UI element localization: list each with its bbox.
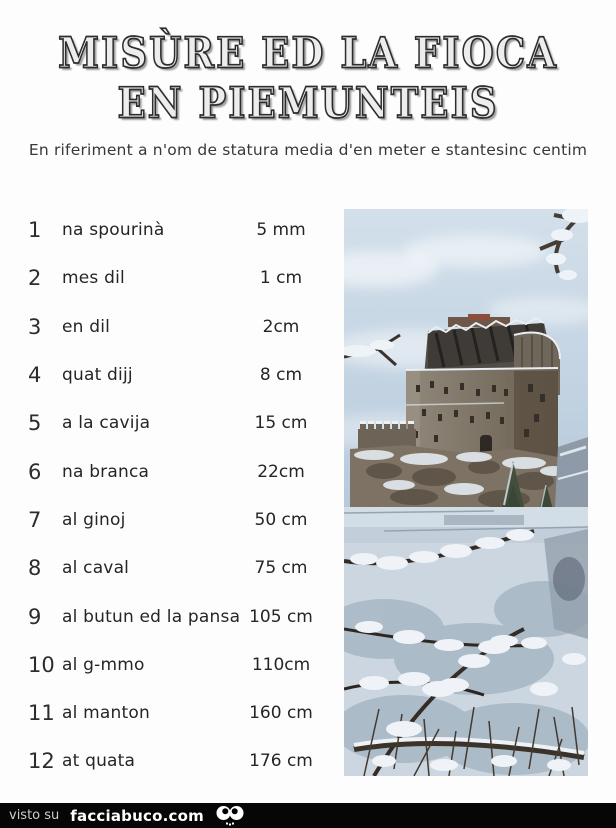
page-title-line2: EN PIEMUNTEIS (117, 77, 499, 128)
measure-row (28, 544, 328, 592)
row-value: 110cm (251, 654, 311, 675)
measure-row (28, 303, 328, 351)
row-number: 11 (28, 701, 55, 726)
footer-prefix: visto su (9, 808, 60, 823)
measure-row (28, 447, 328, 495)
measure-row (28, 737, 328, 785)
row-label: al caval (62, 558, 130, 579)
row-label: at quata (62, 751, 136, 772)
row-number: 1 (28, 218, 42, 243)
row-number: 3 (28, 314, 42, 339)
row-number: 12 (28, 749, 55, 774)
row-number: 8 (28, 556, 42, 581)
row-label: quat dijj (62, 365, 133, 386)
row-number: 2 (28, 266, 42, 291)
row-value: 2cm (262, 316, 300, 337)
row-value: 15 cm (254, 413, 308, 434)
measure-row (28, 351, 328, 399)
page-title (0, 24, 616, 128)
row-number: 7 (28, 507, 42, 532)
measure-row (28, 689, 328, 737)
row-label: na spourinà (62, 220, 165, 241)
row-number: 9 (28, 604, 42, 629)
row-value: 5 mm (256, 220, 306, 241)
row-label: a la cavija (62, 413, 151, 434)
row-value: 176 cm (249, 751, 313, 772)
row-number: 4 (28, 363, 42, 388)
abbey-photo (344, 209, 588, 776)
page-title-line1: MISÙRE ED LA FIOCA (58, 27, 558, 78)
googly-eyes-icon[interactable] (215, 804, 245, 828)
footer-brand-link[interactable]: facciabuco.com (70, 806, 204, 825)
row-label: en dil (62, 316, 111, 337)
row-value: 75 cm (254, 558, 308, 579)
measure-list (28, 206, 328, 786)
row-value: 22cm (257, 461, 305, 482)
measure-row (28, 254, 328, 302)
measure-row (28, 641, 328, 689)
snowy-branches (344, 529, 588, 776)
row-value: 1 cm (259, 268, 303, 289)
row-number: 10 (28, 652, 55, 677)
measure-row (28, 206, 328, 254)
row-value: 8 cm (259, 365, 303, 386)
row-label: al ginoj (62, 509, 126, 530)
row-label: mes dil (62, 268, 125, 289)
measure-row (28, 496, 328, 544)
row-number: 5 (28, 411, 42, 436)
row-label: al g-mmo (62, 654, 145, 675)
footer-bar (0, 803, 616, 828)
row-label: al butun ed la pansa (62, 606, 241, 627)
row-value: 160 cm (249, 703, 313, 724)
measure-row (28, 399, 328, 447)
measure-row (28, 592, 328, 640)
row-number: 6 (28, 459, 42, 484)
row-label: na branca (62, 461, 150, 482)
row-label: al manton (62, 703, 150, 724)
row-value: 105 cm (249, 606, 313, 627)
row-value: 50 cm (254, 509, 308, 530)
page-subtitle: En riferiment a n'om de statura media d'en meter e stantesinc centim (28, 141, 588, 159)
